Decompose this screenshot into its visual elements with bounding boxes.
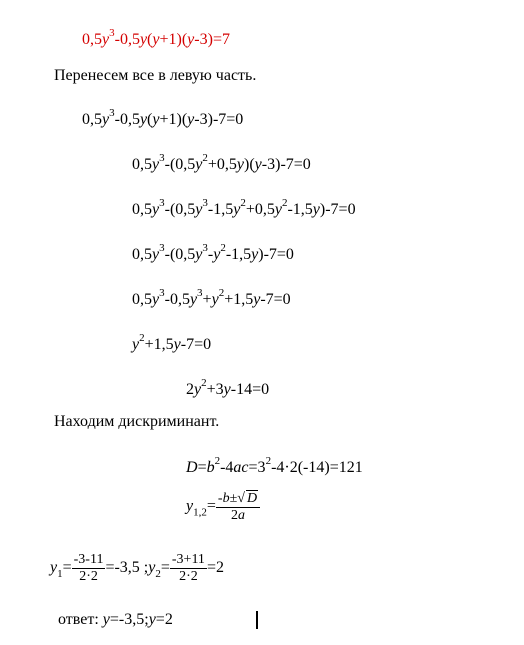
root1-fraction: $\frac{-3-11}{2\cdot 2}$: [73, 552, 104, 584]
equation-step-5: $0,5y^3-0,5y^3+y^2+1,5y-7=0$: [132, 287, 291, 308]
equation-quadratic: $2y^2+3y-14=0$: [186, 377, 270, 398]
equation-original: $0,5y^3-0,5y(y+1)(y-3)=7$: [82, 27, 230, 48]
answer-line: ответ: y=-3,5;y=2: [58, 611, 173, 628]
roots-formula: $y_{1,2}=$ $\frac{-b\pm√ D}{2a}$: [186, 490, 260, 524]
equation-step-6: $y^2+1,5y-7=0$: [132, 332, 212, 353]
heading-discriminant: Находим дискриминант.: [54, 413, 220, 430]
roots-fraction: $\frac{-b\pm√ D}{2a}$: [216, 490, 260, 524]
discriminant-formula: $D=b^2-4ac=3^2-4\cdot 2(-14)=121$: [186, 455, 363, 476]
roots-values: $y_1=$ $\frac{-3-11}{2\cdot 2}$ =-3,5 $;y_2=$ $\frac{-3+11}{2\cdot 2}$ =2: [50, 552, 224, 584]
root2-fraction: $\frac{-3+11}{2\cdot 2}$: [171, 552, 205, 584]
text-cursor: [256, 611, 258, 629]
equation-step-2: $0,5y^3-(0,5y^2+0,5y)(y-3)-7=0$: [132, 152, 311, 173]
equation-step-1: $0,5y^3-0,5y(y+1)(y-3)-7=0$: [82, 107, 244, 128]
equation-step-4: $0,5y^3-(0,5y^3-y^2-1,5y)-7=0$: [132, 242, 294, 263]
equation-step-3: $0,5y^3-(0,5y^3-1,5y^2+0,5y^2-1,5y)-7=0$: [132, 197, 356, 218]
heading-move-left: Перенесем все в левую часть.: [54, 67, 257, 84]
